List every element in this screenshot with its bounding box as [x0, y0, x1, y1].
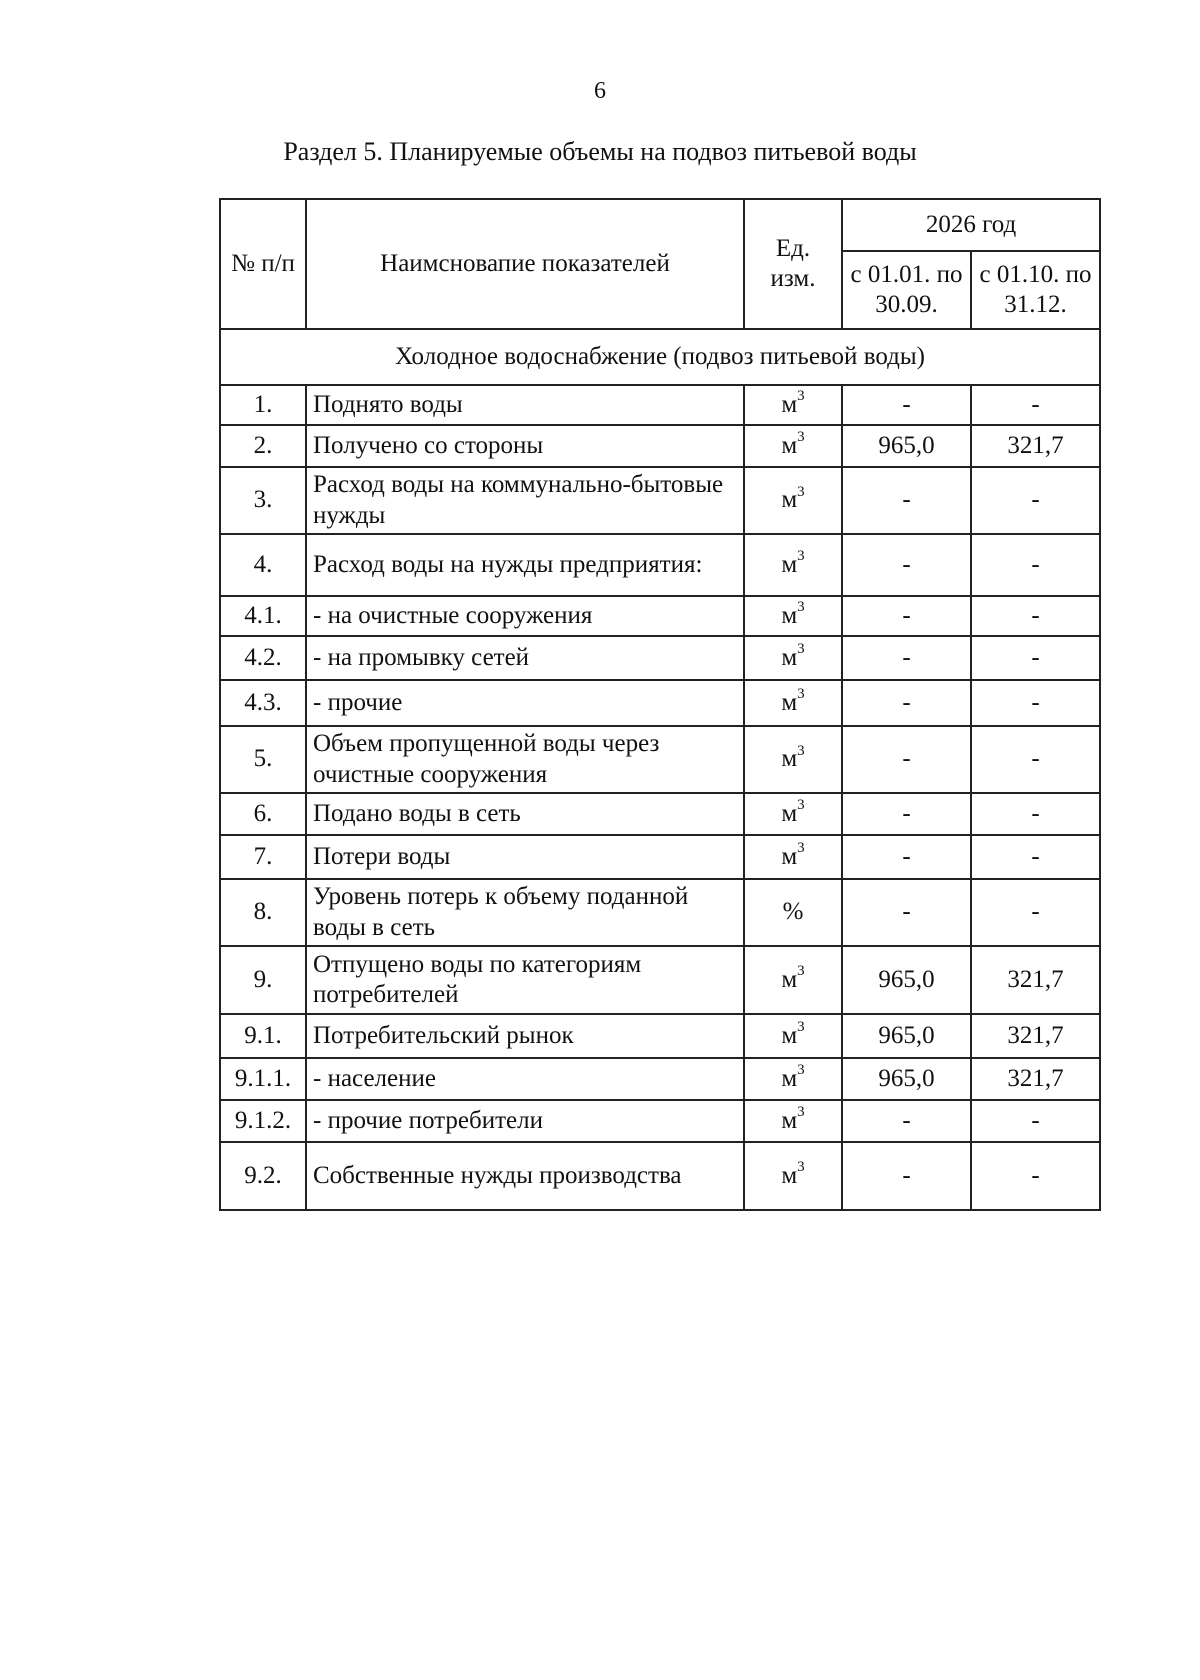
row-unit: [744, 636, 842, 680]
row-value-period-1: -: [842, 879, 971, 946]
row-name: Собственные нужды производства: [306, 1142, 744, 1210]
table-row: [220, 879, 1100, 946]
row-value-period-1: -: [842, 636, 971, 680]
row-unit-base: м: [781, 745, 798, 773]
table-row: [220, 1100, 1100, 1142]
row-unit: [744, 1142, 842, 1210]
header-unit: Ед. изм.: [744, 199, 842, 329]
row-number: 4.2.: [220, 636, 306, 680]
table-row: [220, 467, 1100, 534]
row-unit-exponent: 3: [797, 1104, 805, 1121]
row-name: Потребительский рынок: [306, 1014, 744, 1058]
table-row: [220, 680, 1100, 726]
row-name: Потери воды: [306, 835, 744, 879]
table-row: [220, 636, 1100, 680]
row-value-period-1: 965,0: [842, 1014, 971, 1058]
row-value-period-2: -: [971, 534, 1100, 596]
row-name: Расход воды на нужды предприятия:: [306, 534, 744, 596]
volumes-table: [219, 198, 1101, 1211]
row-value-period-1: 965,0: [842, 946, 971, 1014]
row-value-period-1: 965,0: [842, 1058, 971, 1100]
row-number: 1.: [220, 385, 306, 425]
row-unit: [744, 680, 842, 726]
row-name: - население: [306, 1058, 744, 1100]
section-title: Раздел 5. Планируемые объемы на подвоз питьевой воды: [283, 137, 917, 166]
row-unit-base: м: [781, 1064, 798, 1092]
row-unit-exponent: 3: [797, 1159, 805, 1176]
row-unit-base: м: [781, 1106, 798, 1134]
row-unit-exponent: 3: [797, 840, 805, 857]
row-number: 5.: [220, 726, 306, 793]
row-unit: [744, 534, 842, 596]
row-value-period-1: -: [842, 793, 971, 835]
row-unit-base: %: [782, 898, 804, 926]
row-value-period-2: 321,7: [971, 946, 1100, 1014]
row-number: 4.3.: [220, 680, 306, 726]
row-number: 3.: [220, 467, 306, 534]
row-value-period-1: -: [842, 835, 971, 879]
row-name: - на очистные сооружения: [306, 596, 744, 636]
table-row: [220, 835, 1100, 879]
row-name: - на промывку сетей: [306, 636, 744, 680]
table-row: [220, 534, 1100, 596]
data-rows: [220, 385, 1100, 1210]
row-unit-exponent: 3: [797, 963, 805, 980]
row-number: 9.1.1.: [220, 1058, 306, 1100]
row-unit-exponent: 3: [797, 483, 805, 500]
header-year: 2026 год: [842, 199, 1100, 251]
header-num: № п/п: [220, 199, 306, 329]
row-unit: [744, 385, 842, 425]
row-unit: [744, 596, 842, 636]
row-name: Уровень потерь к объему поданной воды в сеть: [306, 879, 744, 946]
row-number: 4.: [220, 534, 306, 596]
header-period-1: с 01.01. по 30.09.: [842, 251, 971, 329]
row-number: 6.: [220, 793, 306, 835]
row-value-period-2: 321,7: [971, 425, 1100, 467]
table-row: [220, 1058, 1100, 1100]
row-name: Расход воды на коммунально-бытовые нужды: [306, 467, 744, 534]
row-unit-base: м: [781, 1021, 798, 1049]
row-unit-exponent: 3: [797, 1019, 805, 1036]
row-name: - прочие: [306, 680, 744, 726]
row-unit: [744, 1058, 842, 1100]
row-unit-exponent: 3: [797, 1062, 805, 1079]
row-unit-exponent: 3: [797, 599, 805, 616]
row-number: 4.1.: [220, 596, 306, 636]
row-value-period-2: -: [971, 636, 1100, 680]
row-name: Отпущено воды по категориям потребителей: [306, 946, 744, 1014]
row-number: 8.: [220, 879, 306, 946]
row-name: Подано воды в сеть: [306, 793, 744, 835]
row-value-period-2: -: [971, 793, 1100, 835]
row-value-period-1: 965,0: [842, 425, 971, 467]
row-unit-exponent: 3: [797, 641, 805, 658]
row-number: 9.1.: [220, 1014, 306, 1058]
row-number: 7.: [220, 835, 306, 879]
row-unit: [744, 425, 842, 467]
row-name: Получено со стороны: [306, 425, 744, 467]
table-row: [220, 385, 1100, 425]
row-unit: [744, 946, 842, 1014]
row-value-period-2: -: [971, 835, 1100, 879]
row-value-period-2: -: [971, 1142, 1100, 1210]
row-unit: [744, 1014, 842, 1058]
section-row: [220, 329, 1100, 385]
section-label: Холодное водоснабжение (подвоз питьевой воды): [220, 329, 1100, 385]
row-value-period-1: -: [842, 726, 971, 793]
row-unit-base: м: [781, 799, 798, 827]
row-unit-base: м: [781, 601, 798, 629]
row-value-period-2: 321,7: [971, 1014, 1100, 1058]
row-value-period-2: 321,7: [971, 1058, 1100, 1100]
row-value-period-2: -: [971, 467, 1100, 534]
row-value-period-1: -: [842, 534, 971, 596]
row-name: Поднято воды: [306, 385, 744, 425]
row-unit-exponent: 3: [797, 797, 805, 814]
row-number: 9.: [220, 946, 306, 1014]
row-unit: [744, 726, 842, 793]
row-unit: [744, 467, 842, 534]
row-number: 9.1.2.: [220, 1100, 306, 1142]
row-value-period-1: -: [842, 1100, 971, 1142]
row-value-period-2: -: [971, 726, 1100, 793]
row-unit: [744, 793, 842, 835]
row-value-period-2: -: [971, 680, 1100, 726]
row-unit: [744, 1100, 842, 1142]
row-unit-base: м: [781, 550, 798, 578]
row-value-period-1: -: [842, 467, 971, 534]
row-value-period-2: -: [971, 879, 1100, 946]
row-number: 9.2.: [220, 1142, 306, 1210]
row-name: Объем пропущенной воды через очистные сооружения: [306, 726, 744, 793]
table-header-row: [220, 199, 1100, 251]
row-unit-base: м: [781, 1161, 798, 1189]
row-name: - прочие потребители: [306, 1100, 744, 1142]
table-row: [220, 946, 1100, 1014]
row-unit-base: м: [781, 486, 798, 514]
table-row: [220, 1014, 1100, 1058]
row-unit-exponent: 3: [797, 548, 805, 565]
row-value-period-2: -: [971, 596, 1100, 636]
row-value-period-1: -: [842, 596, 971, 636]
table-row: [220, 726, 1100, 793]
row-unit-base: м: [781, 431, 798, 459]
row-unit-exponent: 3: [797, 686, 805, 703]
row-unit-base: м: [781, 965, 798, 993]
row-value-period-2: -: [971, 1100, 1100, 1142]
row-unit-exponent: 3: [797, 388, 805, 405]
page-number: 6: [594, 78, 606, 104]
row-unit-base: м: [781, 842, 798, 870]
row-value-period-1: -: [842, 1142, 971, 1210]
row-unit: [744, 835, 842, 879]
row-unit-base: м: [781, 643, 798, 671]
table-row: [220, 425, 1100, 467]
row-unit-exponent: 3: [797, 429, 805, 446]
table-row: [220, 1142, 1100, 1210]
row-unit-base: м: [781, 390, 798, 418]
row-value-period-2: -: [971, 385, 1100, 425]
row-number: 2.: [220, 425, 306, 467]
header-period-2: с 01.10. по 31.12.: [971, 251, 1100, 329]
row-unit: [744, 879, 842, 946]
header-name: Наимсновапие показателей: [306, 199, 744, 329]
row-value-period-1: -: [842, 680, 971, 726]
row-value-period-1: -: [842, 385, 971, 425]
table-row: [220, 793, 1100, 835]
row-unit-base: м: [781, 688, 798, 716]
table-row: [220, 596, 1100, 636]
row-unit-exponent: 3: [797, 742, 805, 759]
